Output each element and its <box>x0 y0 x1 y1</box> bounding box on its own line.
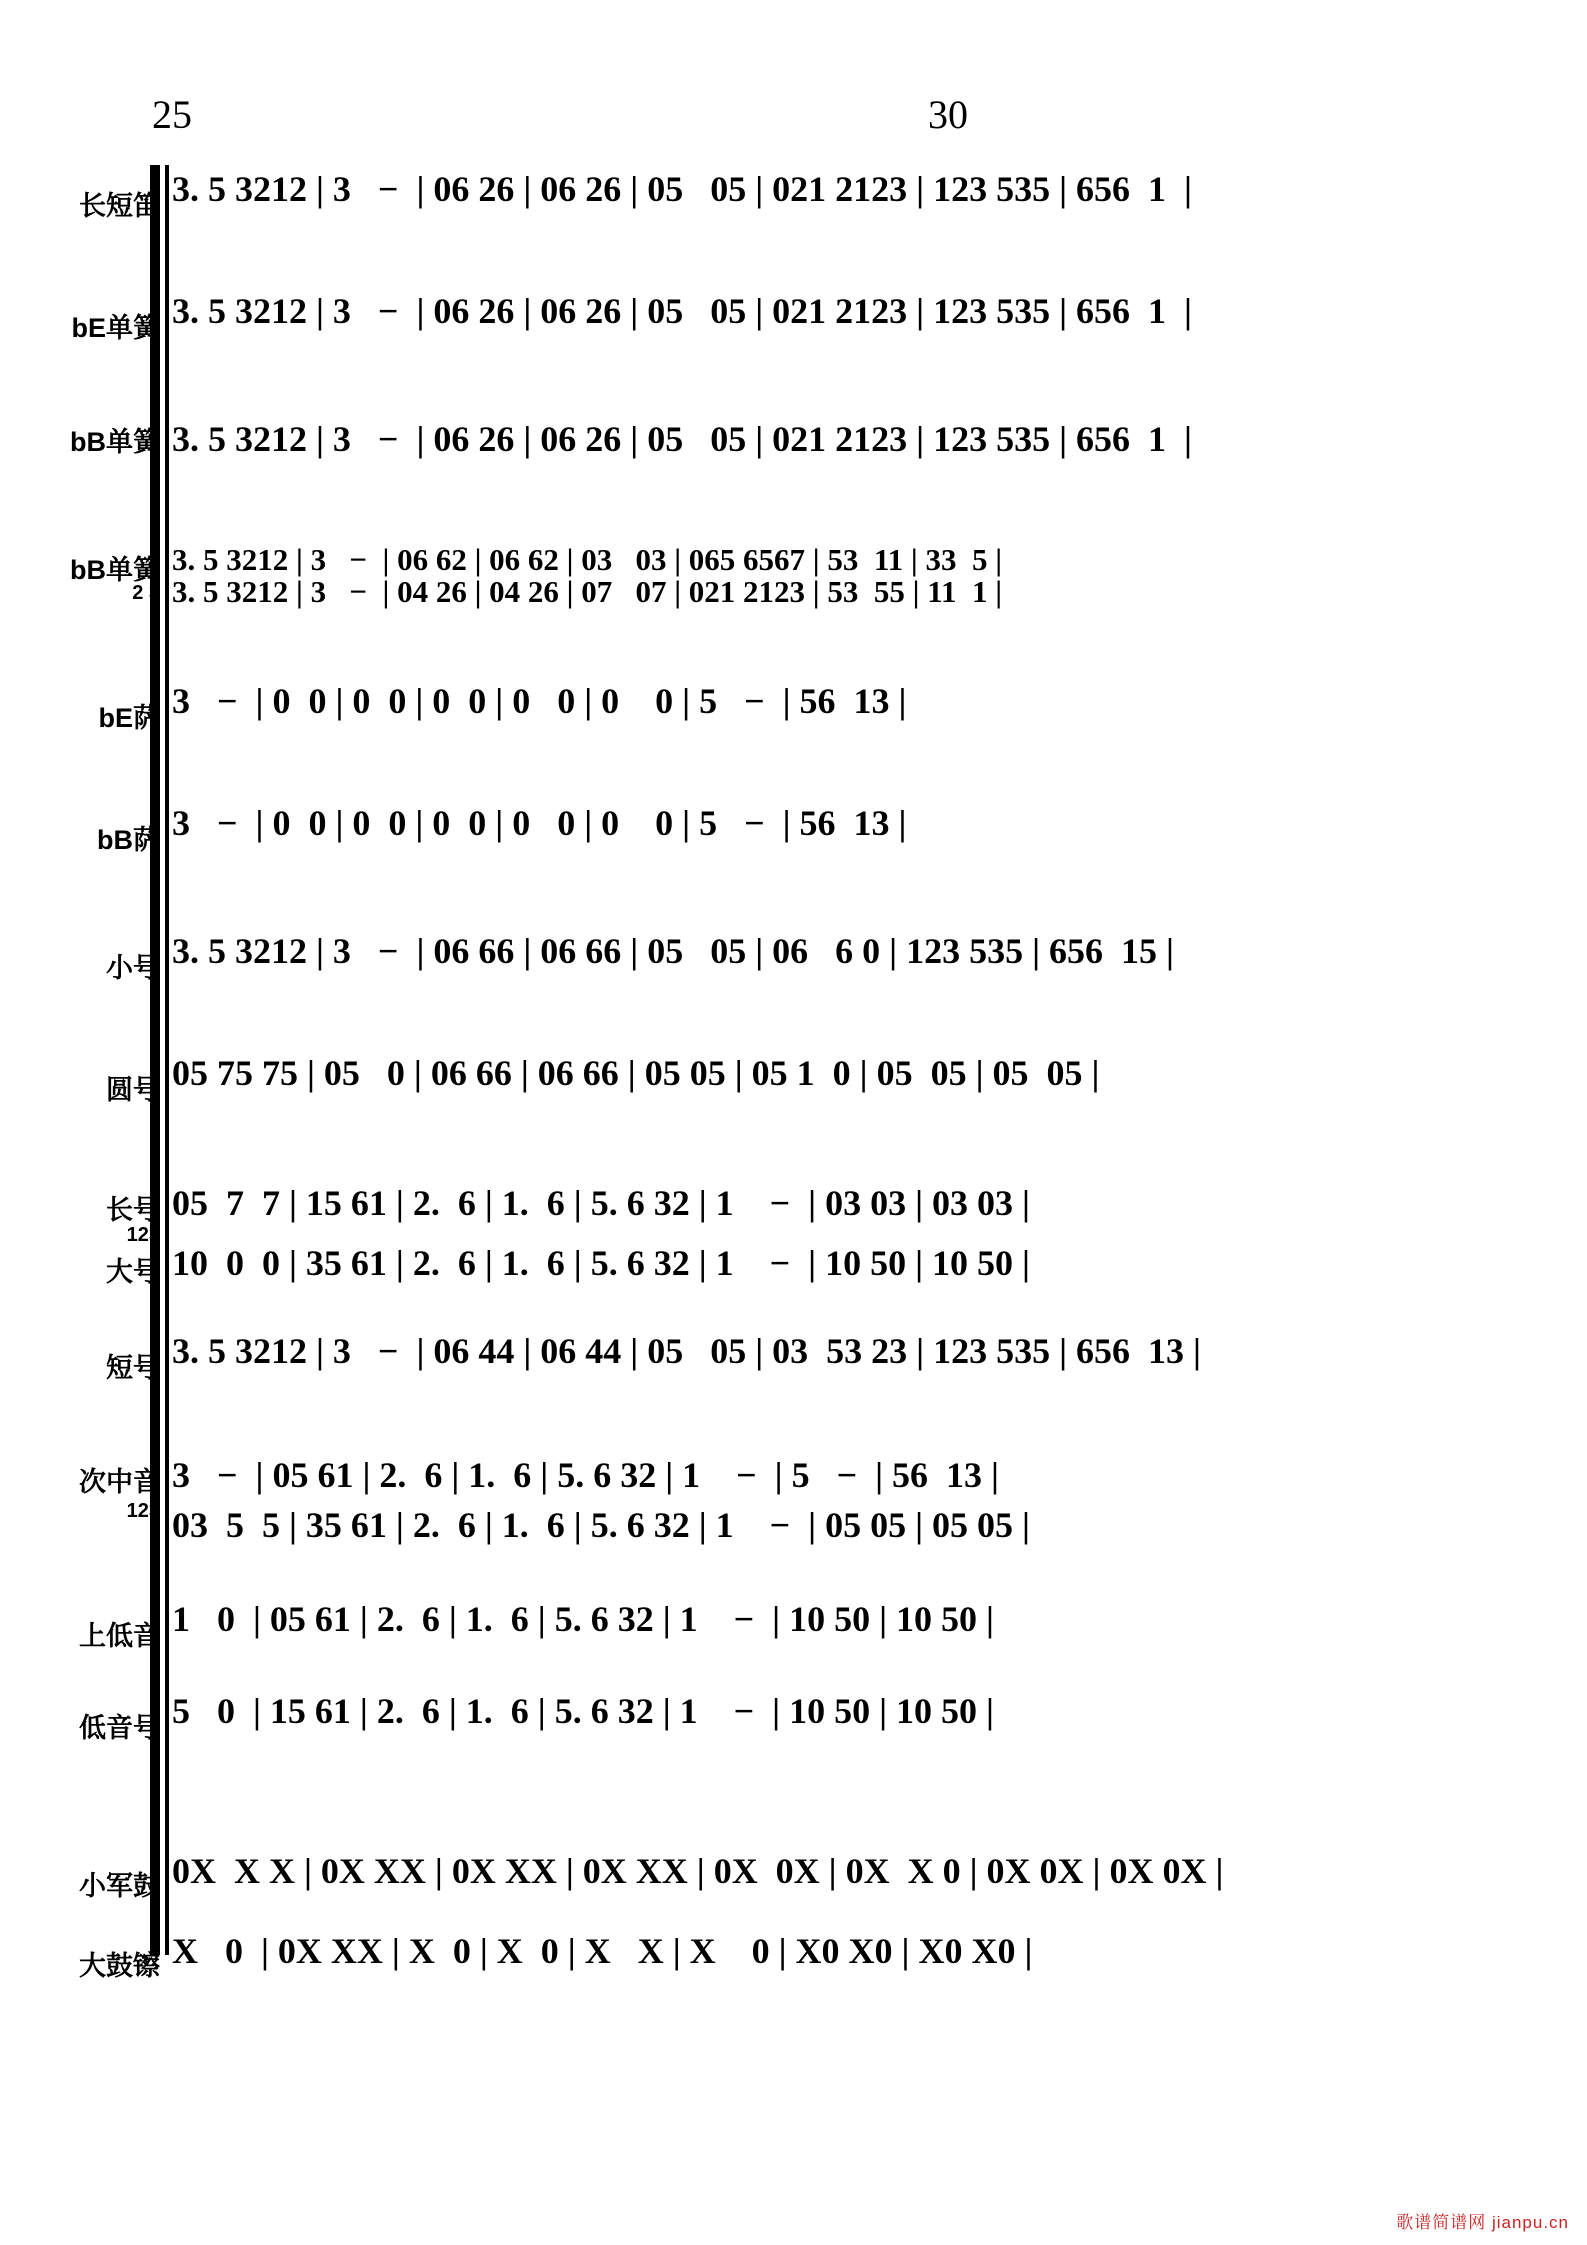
notes-baritone: 1 0 | 05 61 | 2. 6 | 1. 6 | 5. 6 32 | 1 − | 10 50 | 10 50 | <box>172 1599 994 1639</box>
instrument-label-bass-horn: 低音号 <box>79 1713 160 1743</box>
instrument-label-trombone: 长号 <box>106 1195 160 1225</box>
instrument-label-french-horn: 圆号 <box>106 1075 160 1105</box>
instrument-label-cornet: 短号 <box>106 1353 160 1383</box>
notes-eb-clarinet: 3. 5 3212 | 3 − | 06 26 | 06 26 | 05 05 | 021 2123 | 123 535 | 656 1 | <box>172 291 1192 331</box>
notes-eb-sax: 3 − | 0 0 | 0 0 | 0 0 | 0 0 | 0 0 | 5 − | 56 13 | <box>172 681 907 721</box>
notes-tenor-horn-lower: 03 5 5 | 35 61 | 2. 6 | 1. 6 | 5. 6 32 | 1 − | 05 05 | 05 05 | <box>172 1505 1030 1545</box>
notes-piccolo: 3. 5 3212 | 3 − | 06 26 | 06 26 | 05 05 | 021 2123 | 123 535 | 656 1 | <box>172 169 1192 209</box>
instrument-label-bb-clarinet-23: bB单簧 <box>70 555 160 585</box>
instrument-label-bass-drum-cymbal: 大鼓镲 <box>79 1951 160 1981</box>
instrument-label-tenor-horn: 次中音 <box>79 1467 160 1497</box>
notes-bb-clarinet-1: 3. 5 3212 | 3 − | 06 26 | 06 26 | 05 05 | 021 2123 | 123 535 | 656 1 | <box>172 419 1192 459</box>
notes-trombone: 05 7 7 | 15 61 | 2. 6 | 1. 6 | 5. 6 32 | 1 − | 03 03 | 03 03 | <box>172 1183 1030 1223</box>
notes-french-horn: 05 75 75 | 05 0 | 06 66 | 06 66 | 05 05 | 05 1 0 | 05 05 | 05 05 | <box>172 1053 1100 1093</box>
system-barline-thin <box>165 165 169 1955</box>
instrument-sub-bb-clarinet-1: 1 <box>148 452 160 474</box>
measure-number-row <box>0 92 1587 145</box>
instrument-label-bb-clarinet-1: bB单簧 <box>70 427 160 457</box>
notes-bass-horn: 5 0 | 15 61 | 2. 6 | 1. 6 | 5. 6 32 | 1 − | 10 50 | 10 50 | <box>172 1691 994 1731</box>
notes-trumpet: 3. 5 3212 | 3 − | 06 66 | 06 66 | 05 05 | 06 6 0 | 123 535 | 656 15 | <box>172 931 1174 971</box>
instrument-sub-bb-clarinet-23: 2 3 <box>132 582 160 604</box>
instrument-label-piccolo: 长短笛 <box>79 191 160 221</box>
notes-bb-clarinet-23-lower: 3. 5 3212 | 3 − | 04 26 | 04 26 | 07 07 | 021 2123 | 53 55 | 11 1 | <box>172 574 1003 609</box>
instrument-label-bb-sax: bB萨 <box>97 825 160 855</box>
instrument-label-baritone: 上低音 <box>79 1621 160 1651</box>
footer-credit: 歌谱简谱网 jianpu.cn <box>1396 2213 1569 2232</box>
instrument-label-snare-drum: 小军鼓 <box>79 1871 160 1901</box>
notes-bb-sax: 3 − | 0 0 | 0 0 | 0 0 | 0 0 | 0 0 | 5 − | 56 13 | <box>172 803 907 843</box>
instrument-sub-tenor-horn: 123 <box>126 1500 160 1522</box>
instrument-label-trumpet: 小号 <box>106 953 160 983</box>
notes-cornet: 3. 5 3212 | 3 − | 06 44 | 06 44 | 05 05 | 03 53 23 | 123 535 | 656 13 | <box>172 1331 1201 1371</box>
notes-snare-drum: 0X X X | 0X XX | 0X XX | 0X XX | 0X 0X | 0X X 0 | 0X 0X | 0X 0X | <box>172 1851 1224 1891</box>
notes-tenor-horn-upper: 3 − | 05 61 | 2. 6 | 1. 6 | 5. 6 32 | 1 − | 5 − | 56 13 | <box>172 1455 999 1495</box>
measure-number-25: 25 <box>152 92 192 137</box>
instrument-label-eb-clarinet: bE单簧 <box>71 313 160 343</box>
instrument-label-eb-sax: bE萨 <box>98 703 160 733</box>
instrument-sub-trombone: 123 <box>126 1224 160 1246</box>
instrument-label-tuba: 大号 <box>106 1257 160 1287</box>
measure-number-30: 30 <box>928 92 968 137</box>
notes-tuba: 10 0 0 | 35 61 | 2. 6 | 1. 6 | 5. 6 32 | 1 − | 10 50 | 10 50 | <box>172 1243 1030 1283</box>
notes-bb-clarinet-23-upper: 3. 5 3212 | 3 − | 06 62 | 06 62 | 03 03 | 065 6567 | 53 11 | 33 5 | <box>172 542 1003 577</box>
notes-bass-drum-cymbal: X 0 | 0X XX | X 0 | X 0 | X X | X 0 | X0 X0 | X0 X0 | <box>172 1931 1033 1971</box>
